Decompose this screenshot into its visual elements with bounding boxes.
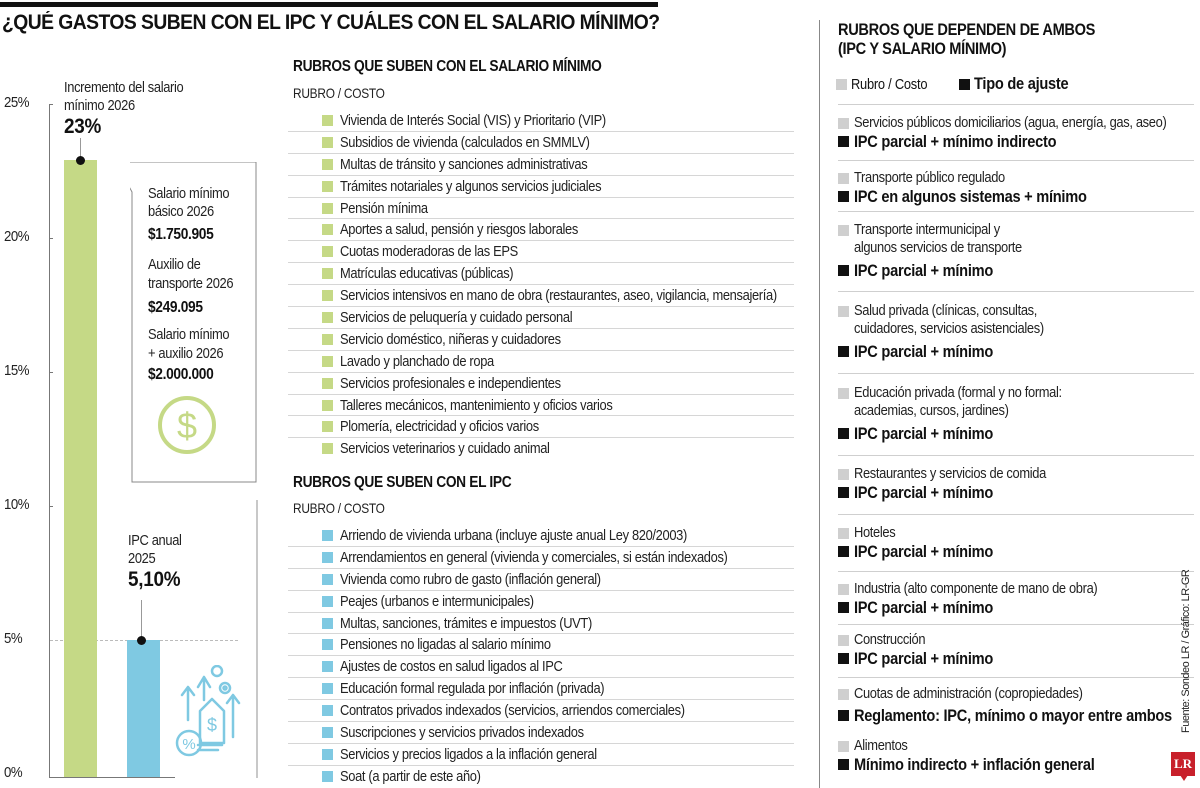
leader-line (141, 600, 142, 640)
sm-value: 23% (64, 115, 102, 138)
green-square-icon (322, 290, 333, 301)
y-tick-label: 0% (4, 764, 23, 781)
blue-square-icon (322, 727, 333, 738)
tipo-square-icon (838, 546, 849, 557)
list-item: Salud privada (clínicas, consultas, cuidadores, servicios asistenciales) IPC parcial + mínimo (838, 291, 1194, 373)
blue-square-icon (322, 683, 333, 694)
tipo-square-icon (838, 191, 849, 202)
bar-salario-minimo (64, 160, 97, 777)
salario-list (288, 110, 794, 460)
svg-text:%: % (182, 736, 196, 753)
y-tick-label: 10% (4, 496, 30, 513)
green-square-icon (322, 268, 333, 279)
blue-square-icon (322, 705, 333, 716)
y-tick-label: 25% (4, 94, 30, 111)
green-square-icon (322, 356, 333, 367)
tipo-square-icon (838, 710, 849, 721)
list-item: Lavado y planchado de ropa (288, 351, 794, 373)
list-item: Soat (a partir de este año) (288, 766, 794, 788)
rubro-square-icon (838, 689, 849, 700)
list-item: Servicios y precios ligados a la inflación general (288, 744, 794, 766)
ipc-label-line1: IPC anual (128, 532, 182, 549)
rubro-square-icon (838, 584, 849, 595)
top-rule (0, 2, 658, 7)
callout-total-label: + auxilio 2026 (148, 345, 224, 362)
list-item: Multas, sanciones, trámites e impuestos (UVT) (288, 613, 794, 635)
ipc-section-title: RUBROS QUE SUBEN CON EL IPC (293, 474, 512, 491)
list-item: Servicios de peluquería y cuidado personal (288, 307, 794, 329)
list-item: Educación privada (formal y no formal: academias, cursos, jardines) IPC parcial + mínimo (838, 373, 1194, 455)
page-title: ¿QUÉ GASTOS SUBEN CON EL IPC Y CUÁLES CON EL SALARIO MÍNIMO? (2, 11, 660, 34)
green-square-icon (322, 334, 333, 345)
green-square-icon (322, 421, 333, 432)
tipo-square-icon (838, 428, 849, 439)
green-square-icon (322, 246, 333, 257)
list-item: Talleres mecánicos, mantenimiento y oficios varios (288, 395, 794, 417)
divider-line (256, 500, 258, 778)
list-item: Servicios veterinarios y cuidado animal (288, 438, 794, 460)
salario-section-subtitle: RUBRO / COSTO (293, 85, 385, 101)
list-item: Servicio doméstico, niñeras y cuidadores (288, 329, 794, 351)
ipc-section-subtitle: RUBRO / COSTO (293, 500, 385, 516)
list-item: Aportes a salud, pensión y riesgos laborales (288, 219, 794, 241)
list-item: Matrículas educativas (públicas) (288, 263, 794, 285)
sm-label-line1: Incremento del salario (64, 79, 184, 96)
salario-callout (130, 162, 258, 482)
price-increase-icon (172, 665, 242, 757)
callout-auxilio-value: $249.095 (148, 299, 203, 316)
x-axis (49, 777, 175, 778)
tipo-square-icon (838, 136, 849, 147)
list-item: Restaurantes y servicios de comida IPC parcial + mínimo (838, 455, 1194, 514)
callout-basico-label: Salario mínimo (148, 185, 230, 202)
blue-square-icon (322, 639, 333, 650)
both-list (838, 104, 1194, 780)
list-item: Hoteles IPC parcial + mínimo (838, 514, 1194, 571)
green-square-icon (322, 224, 333, 235)
callout-basico-value: $1.750.905 (148, 226, 214, 243)
ipc-value: 5,10% (128, 568, 181, 591)
ipc-label-line2: 2025 (128, 550, 156, 567)
blue-square-icon (322, 749, 333, 760)
data-point-dot (76, 156, 85, 165)
green-square-icon (322, 378, 333, 389)
list-item: Transporte intermunicipal y algunos servicios de transporte IPC parcial + mínimo (838, 211, 1194, 291)
rubro-square-icon (838, 469, 849, 480)
callout-auxilio-label: Auxilio de (148, 256, 201, 273)
rubro-legend-label: Rubro / Costo (851, 75, 928, 93)
green-square-icon (322, 115, 333, 126)
y-tick (49, 238, 53, 239)
rubro-square-icon (838, 225, 849, 236)
y-axis (49, 104, 50, 778)
green-square-icon (322, 181, 333, 192)
rubro-square-icon (838, 741, 849, 752)
green-square-icon (322, 137, 333, 148)
list-item: Subsidios de vivienda (calculados en SMMLV) (288, 132, 794, 154)
list-item: Arrendamientos en general (vivienda y comerciales, si están indexados) (288, 547, 794, 569)
data-point-dot (137, 636, 146, 645)
tipo-square-icon (838, 759, 849, 770)
svg-text:$: $ (176, 405, 198, 446)
legend (836, 74, 1084, 94)
tipo-square-icon (838, 653, 849, 664)
list-item: Educación formal regulada por inflación (privada) (288, 678, 794, 700)
blue-square-icon (322, 618, 333, 629)
tipo-square-icon (838, 346, 849, 357)
list-item: Construcción IPC parcial + mínimo (838, 624, 1194, 677)
salario-section-title: RUBROS QUE SUBEN CON EL SALARIO MÍNIMO (293, 58, 602, 75)
sm-label-line2: mínimo 2026 (64, 97, 135, 114)
list-item: Cuotas de administración (copropiedades) Reglamento: IPC, mínimo o mayor entre ambos (838, 677, 1194, 732)
list-item: Pensión mínima (288, 198, 794, 220)
list-item: Ajustes de costos en salud ligados al IPC (288, 656, 794, 678)
tipo-square-icon (838, 265, 849, 276)
tipo-legend-label: Tipo de ajuste (974, 74, 1069, 93)
callout-total-label: Salario mínimo (148, 326, 230, 343)
ipc-list (288, 525, 794, 788)
rubro-square-icon (838, 528, 849, 539)
list-item: Multas de tránsito y sanciones administrativas (288, 154, 794, 176)
source-credit: Fuente: Sondeo LR / Gráfico: LR-GR (1180, 569, 1192, 733)
blue-square-icon (322, 530, 333, 541)
list-item: Cuotas moderadoras de las EPS (288, 241, 794, 263)
blue-square-icon (322, 771, 333, 782)
bar-ipc (127, 640, 160, 777)
rubro-square-icon (838, 388, 849, 399)
lr-logo: LR (1171, 752, 1195, 776)
rubro-square-icon (838, 306, 849, 317)
list-item: Servicios profesionales e independientes (288, 373, 794, 395)
y-tick-label: 20% (4, 228, 30, 245)
list-item: Vivienda como rubro de gasto (inflación general) (288, 569, 794, 591)
list-item: Servicios intensivos en mano de obra (restaurantes, aseo, vigilancia, mensajería) (288, 285, 794, 307)
green-square-icon (322, 400, 333, 411)
list-item: Vivienda de Interés Social (VIS) y Prioritario (VIP) (288, 110, 794, 132)
callout-total-value: $2.000.000 (148, 366, 214, 383)
rubro-legend-swatch-icon (836, 79, 847, 90)
callout-basico-label: básico 2026 (148, 203, 214, 220)
rubro-square-icon (838, 118, 849, 129)
svg-text:$: $ (206, 715, 218, 735)
list-item: Trámites notariales y algunos servicios judiciales (288, 176, 794, 198)
list-item: Pensiones no ligadas al salario mínimo (288, 634, 794, 656)
blue-square-icon (322, 661, 333, 672)
list-item: Plomería, electricidad y oficios varios (288, 416, 794, 438)
dollar-coin-icon (156, 394, 218, 456)
green-square-icon (322, 312, 333, 323)
both-section-title: RUBROS QUE DEPENDEN DE AMBOS (IPC Y SALARIO MÍNIMO) (838, 20, 1096, 58)
list-item: Servicios públicos domiciliarios (agua, energía, gas, aseo) IPC parcial + mínimo indirecto (838, 104, 1194, 160)
blue-square-icon (322, 596, 333, 607)
rubro-square-icon (838, 635, 849, 646)
list-item: Peajes (urbanos e intermunicipales) (288, 591, 794, 613)
list-item: Arriendo de vivienda urbana (incluye ajuste anual Ley 820/2003) (288, 525, 794, 547)
list-item: Transporte público regulado IPC en algunos sistemas + mínimo (838, 160, 1194, 211)
y-tick (49, 372, 53, 373)
list-item: Alimentos Mínimo indirecto + inflación general (838, 732, 1194, 780)
list-item: Suscripciones y servicios privados indexados (288, 722, 794, 744)
y-tick (49, 104, 53, 105)
tipo-legend-swatch-icon (959, 79, 970, 90)
rubro-square-icon (838, 173, 849, 184)
column-divider (819, 20, 820, 788)
green-square-icon (322, 159, 333, 170)
blue-square-icon (322, 574, 333, 585)
list-item: Contratos privados indexados (servicios, arriendos comerciales) (288, 700, 794, 722)
y-tick (49, 506, 53, 507)
green-square-icon (322, 443, 333, 454)
list-item: Industria (alto componente de mano de obra) IPC parcial + mínimo (838, 571, 1194, 624)
y-tick-label: 15% (4, 362, 30, 379)
tipo-square-icon (838, 602, 849, 613)
y-tick-label: 5% (4, 630, 23, 647)
tipo-square-icon (838, 487, 849, 498)
blue-square-icon (322, 552, 333, 563)
lr-logo-tail (1180, 775, 1188, 781)
green-square-icon (322, 203, 333, 214)
callout-auxilio-label: transporte 2026 (148, 275, 234, 292)
